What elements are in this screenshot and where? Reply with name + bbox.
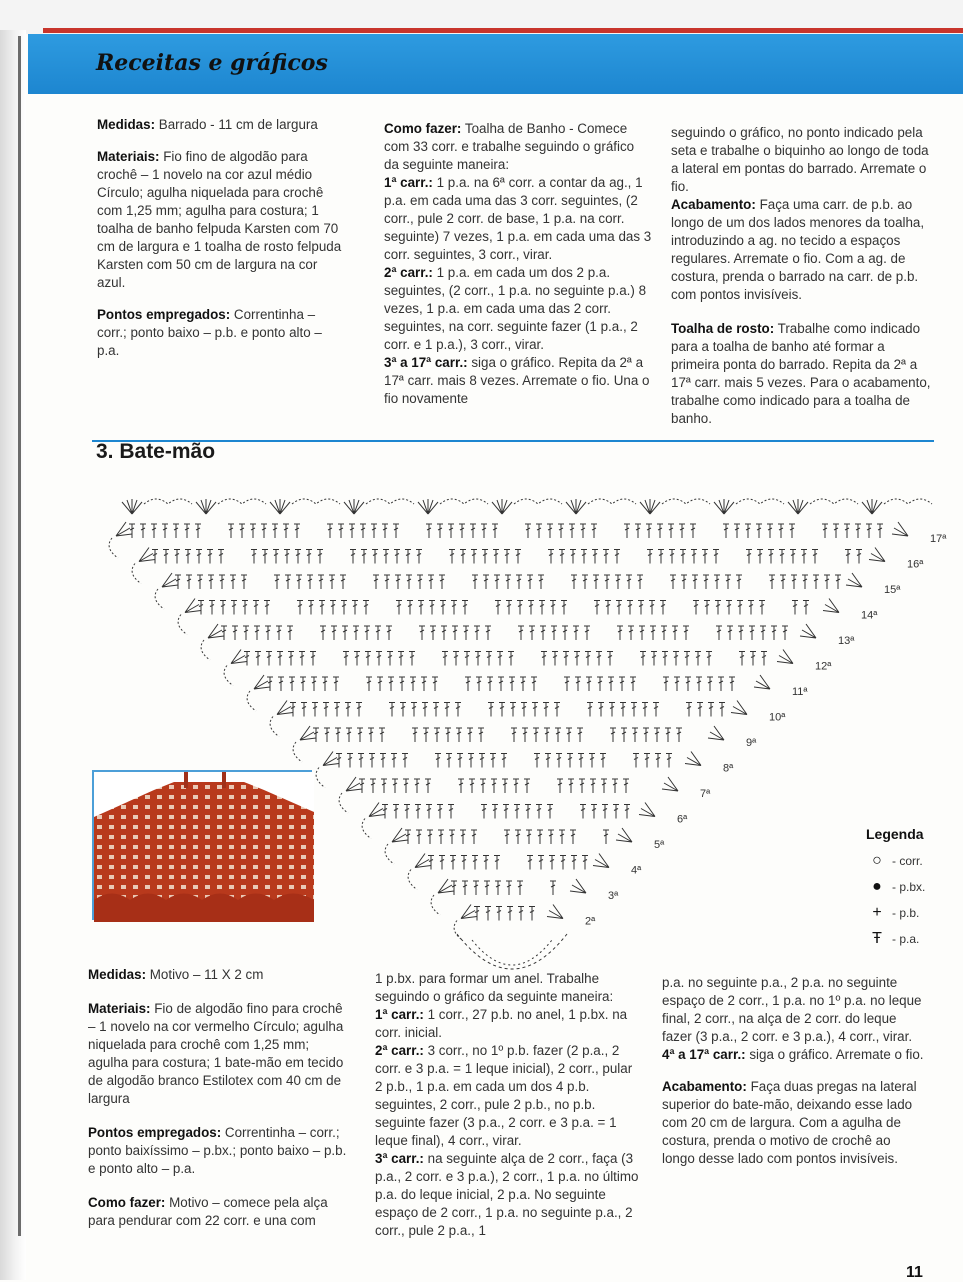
chart-side-shell	[662, 777, 678, 791]
chart-edge-chain	[270, 717, 279, 737]
s2-medidas-label: Medidas:	[88, 967, 147, 982]
s1-column-3	[671, 124, 935, 428]
chart-stitch-row	[474, 907, 535, 921]
chart-chain-arc	[440, 499, 488, 504]
chart-edge-chain	[316, 768, 325, 788]
chart-stitch-row	[451, 881, 556, 895]
s1-c3-label: 3ª a 17ª carr.:	[384, 355, 468, 370]
s2-column-1	[88, 966, 350, 1230]
s1-col3-continuation: seguindo o gráfico, no ponto indicado pela seta e trabalhe o biquinho ao longo de toda a lateral em pontas do barrado. Arremate o fio.	[671, 125, 929, 194]
chart-edge-chain	[454, 921, 463, 941]
s2-col3-continuation: p.a. no seguinte p.a., 2 p.a. no seguinte espaço de 2 corr., 1 p.a. no 1º p.a. no leque final, 2 corr., na alça de 2 corr. do leque fazer (3 p.a., 2 corr. e 3 p.a.), 4 corr., virar.	[662, 975, 922, 1044]
chart-row-label: 10ª	[769, 711, 786, 724]
chart-row-label: 17ª	[930, 533, 947, 545]
page-number: 11	[906, 1264, 923, 1281]
s1-medidas-label: Medidas:	[97, 117, 156, 132]
chart-stitch-row	[152, 550, 862, 564]
s2-materiais-label: Materiais:	[88, 1001, 151, 1016]
chart-top-fan	[862, 499, 882, 514]
chart-side-shell	[731, 701, 747, 715]
chart-edge-chain	[431, 895, 440, 915]
chart-side-shell	[685, 752, 701, 766]
chart-stitch-row	[336, 754, 672, 768]
legend-item-label: - p.b.	[892, 906, 920, 920]
chart-side-shell	[869, 548, 885, 562]
s1-c2-label: 2ª carr.:	[384, 265, 433, 280]
header-banner	[28, 34, 963, 94]
chart-chain-arc	[144, 499, 192, 504]
s2-column-2	[375, 970, 641, 1240]
chart-row-label: 11ª	[792, 686, 808, 698]
chart-side-shell	[823, 599, 839, 613]
s2-c4-label: 4ª a 17ª carr.:	[662, 1047, 746, 1062]
chart-edge-chain	[362, 819, 371, 839]
chart-side-shell	[708, 726, 724, 740]
legend-item	[866, 926, 925, 952]
chart-edge-chain	[201, 640, 210, 660]
chain-symbol-icon: ○	[872, 852, 882, 869]
chart-edge-chain	[109, 538, 118, 558]
chart-side-shell	[892, 522, 908, 536]
chart-chain-arc	[218, 499, 266, 504]
legend-title: Legenda	[866, 826, 924, 842]
chart-stitch-row	[382, 805, 630, 819]
s1-materiais-label: Materiais:	[97, 149, 160, 164]
chart-stitch-row	[290, 703, 725, 717]
s1-pontos-label: Pontos empregados:	[97, 307, 231, 322]
header-title: Receitas e gráficos	[96, 50, 328, 76]
chart-row-label: 5ª	[654, 839, 665, 851]
s1-pontos-text: Correntinha – corr.; ponto baixo – p.b. e ponto alto – p.a.	[97, 307, 322, 358]
s1-c3-text: siga o gráfico. Repita da 2ª a 17ª carr. mais 8 vezes. Arremate o fio. Una o fio novamente	[384, 355, 650, 406]
chart-chain-arc	[292, 499, 340, 504]
chart-bottom-ring	[472, 940, 552, 965]
chart-row-label: 14ª	[861, 609, 878, 622]
chart-edge-chain	[132, 564, 141, 584]
chart-bottom-ring-outer	[457, 934, 567, 969]
s1-acabamento-text: Faça uma carr. de p.b. ao longo de um dos lados menores da toalha, introduzindo a ag. no tecido a espaços regulares. Arremate o fio. Com a ag. de costura, prenda o barrado na carr. de p.b. com pontos invisíveis.	[671, 197, 925, 302]
s2-c2-label: 2ª carr.:	[375, 1043, 424, 1058]
chart-chain-arc	[736, 499, 784, 504]
chart-row-label: 7ª	[700, 788, 711, 800]
s1-como-label: Como fazer:	[384, 121, 462, 136]
section-title-bate-mao: 3. Bate-mão	[96, 440, 216, 463]
chart-stitch-row	[198, 601, 809, 615]
chart-chain-arc	[514, 499, 562, 504]
chart-edge-chain	[224, 666, 233, 686]
chart-edge-chain	[408, 870, 417, 890]
chart-side-shell	[547, 905, 563, 919]
spine-fold-line	[18, 36, 21, 1236]
chart-stitch-row	[405, 830, 609, 844]
chart-edge-chain	[339, 793, 348, 813]
s2-c2-text: 3 corr., no 1º p.b. fazer (2 p.a., 2 corr. e 3 p.a. = 1 leque inicial), 2 corr., pular 2 p.b., 1 p.a. em cada um dos 4 p.b. seguintes, 2 corr., pule 2 p.b., no p.b. seguinte fazer (3 p.a., 2 corr. e 3 p.a. = 1 leque final), 4 corr., virar.	[375, 1043, 633, 1148]
chart-row-label: 12ª	[815, 660, 832, 673]
double-crochet-symbol-icon: Ŧ	[872, 930, 882, 947]
chart-side-shell	[846, 573, 862, 587]
chart-top-fan	[566, 499, 586, 514]
chart-top-fan	[418, 499, 438, 514]
s1-column-2	[384, 120, 652, 408]
chart-stitch-row	[175, 575, 841, 589]
chart-stitch-row	[428, 856, 588, 870]
legend-item-label: - corr.	[892, 854, 923, 868]
chart-side-shell	[754, 675, 770, 689]
chart-side-shell	[616, 828, 632, 842]
chart-row-label: 2ª	[585, 915, 596, 928]
s1-materiais-text: Fio fino de algodão para crochê – 1 novelo na cor azul médio Círculo; agulha niquelada para crochê com 1,25 mm; agulha para costura; 1 toalha de banho felpuda Karsten com 70 cm de largura e 1 toalha de rosto felpuda Karsten com 50 cm de largura na cor azul.	[97, 149, 342, 290]
product-photo	[92, 770, 312, 920]
chart-edge-chain	[385, 844, 394, 864]
chart-row-label: 13ª	[838, 635, 855, 647]
page-top-edge	[0, 0, 963, 34]
chart-side-shell	[570, 879, 586, 893]
s1-acabamento-label: Acabamento:	[671, 197, 756, 212]
s2-c3-text: na seguinte alça de 2 corr., faça (3 p.a., 2 corr. e 3 p.a.), 2 corr., 1 p.a. no último p.a. do leque inicial, 2 p.a. No seguinte espaço de 2 corr., 1 p.a. no seguinte p.a., 2 corr., pule 2 p.a., 1	[375, 1151, 639, 1238]
chart-side-shell	[777, 650, 793, 664]
chart-row-label: 6ª	[677, 813, 688, 826]
chart-chain-arc	[884, 499, 932, 504]
chart-top-fan	[714, 499, 734, 514]
s1-medidas-text: Barrado - 11 cm de largura	[158, 117, 318, 132]
chart-edge-chain	[155, 589, 164, 609]
s2-pontos-text: Correntinha – corr.; ponto baixíssimo – p.bx.; ponto baixo – p.b. e ponto alto – p.a.	[88, 1125, 347, 1176]
chart-stitch-row	[129, 524, 883, 538]
s1-c1-text: 1 p.a. na 6ª corr. a contar da ag., 1 p.a. em cada uma das 3 corr. seguintes, (2 corr., pule 2 corr. de base, 1 p.a. na corr. seguinte) 7 vezes, 1 p.a. em cada uma das 3 corr. seguintes, 3 corr., virar.	[384, 175, 652, 262]
single-crochet-symbol-icon: +	[872, 904, 882, 921]
chart-chain-arc	[588, 499, 636, 504]
s2-column-3	[662, 974, 926, 1168]
chart-stitch-row	[267, 677, 735, 691]
chart-row-label: 3ª	[608, 890, 619, 902]
chart-edge-chain	[178, 615, 187, 635]
legend-item-label: - p.a.	[892, 932, 920, 946]
crochet-photo-image	[94, 772, 314, 922]
chart-row-label: 9ª	[746, 737, 757, 749]
chart-edge-chain	[293, 742, 302, 762]
s2-c1-text: 1 corr., 27 p.b. no anel, 1 p.bx. na corr. inicial.	[375, 1007, 628, 1040]
chart-row-label: 15ª	[884, 584, 901, 596]
chart-top-fan	[122, 499, 142, 514]
chart-top-fan	[640, 499, 660, 514]
chart-edge-chain	[247, 691, 256, 711]
s1-c1-label: 1ª carr.:	[384, 175, 433, 190]
s2-como-label: Como fazer:	[88, 1195, 166, 1210]
legend-item	[866, 848, 925, 874]
s1-c2-text: 1 p.a. em cada um dos 2 p.a. seguintes, (2 corr., 1 p.a. no seguinte p.a.) 8 vezes, 1 p.a. em cada uma das 2 corr. seguintes, na corr. seguinte fazer (1 p.a., 2 corr. e 1 p.a.), 3 corr., virar.	[384, 265, 647, 352]
chart-row-label: 8ª	[723, 762, 734, 775]
s2-materiais-text: Fio de algodão fino para crochê – 1 novelo na cor vermelho Círculo; agulha niquelada para crochê com 1,25 mm; agulha para costura; 1 bate-mão em tecido de algodão branco Estilotex com 40 cm de largura	[88, 1001, 344, 1106]
chart-stitch-row	[359, 779, 629, 793]
s2-c1-label: 1ª carr.:	[375, 1007, 424, 1022]
chart-top-fan	[788, 499, 808, 514]
s1-como-text: Toalha de Banho - Comece com 33 corr. e trabalhe seguindo o gráfico da seguinte maneira:	[384, 121, 635, 172]
s2-como-text: Motivo – comece pela alça para pendurar com 22 corr. e una com	[88, 1195, 328, 1228]
legend-item	[866, 900, 925, 926]
chart-chain-arc	[366, 499, 414, 504]
magazine-spine	[0, 30, 26, 1280]
legend-item	[866, 874, 925, 900]
chart-side-shell	[593, 854, 609, 868]
s2-c4-text: siga o gráfico. Arremate o fio.	[749, 1047, 924, 1062]
s2-medidas-text: Motivo – 11 X 2 cm	[149, 967, 264, 982]
s1-rosto-label: Toalha de rosto:	[671, 321, 775, 336]
chart-top-fan	[270, 499, 290, 514]
chart-row-label: 16ª	[907, 558, 924, 571]
section-divider	[92, 440, 934, 442]
chart-chain-arc	[810, 499, 858, 504]
chart-top-fan	[344, 499, 364, 514]
chart-stitch-row	[313, 728, 682, 742]
s2-acabamento-label: Acabamento:	[662, 1079, 747, 1094]
chart-top-fan	[492, 499, 512, 514]
chart-chain-arc	[662, 499, 710, 504]
s2-pontos-label: Pontos empregados:	[88, 1125, 222, 1140]
chart-side-shell	[800, 624, 816, 638]
red-edge-line	[43, 28, 963, 33]
s1-column-1	[97, 116, 347, 370]
chart-legend	[866, 826, 925, 952]
slip-stitch-symbol-icon: ●	[872, 878, 882, 895]
chart-side-shell	[639, 803, 655, 817]
s2-acabamento-text: Faça duas pregas na lateral superior do bate-mão, deixando esse lado com 20 cm de largura. Com a agulha de costura, prenda o motivo de crochê ao longo desse lado com pontos invisíveis.	[662, 1079, 917, 1166]
chart-stitch-row	[244, 652, 767, 666]
legend-item-label: - p.bx.	[892, 880, 926, 894]
s1-rosto-text: Trabalhe como indicado para a toalha de banho até formar a primeira ponta do barrado. Repita da 2ª a 17ª carr. mais 5 vezes. Para o acabamento, trabalhe como indicado para a toalha de banho.	[671, 321, 931, 426]
chart-top-fan	[196, 499, 216, 514]
s2-c3-label: 3ª carr.:	[375, 1151, 424, 1166]
chart-row-label: 4ª	[631, 864, 642, 877]
s2-intro-text: 1 p.bx. para formar um anel. Trabalhe seguindo o gráfico da seguinte maneira:	[375, 971, 614, 1004]
chart-stitch-row	[221, 626, 788, 640]
